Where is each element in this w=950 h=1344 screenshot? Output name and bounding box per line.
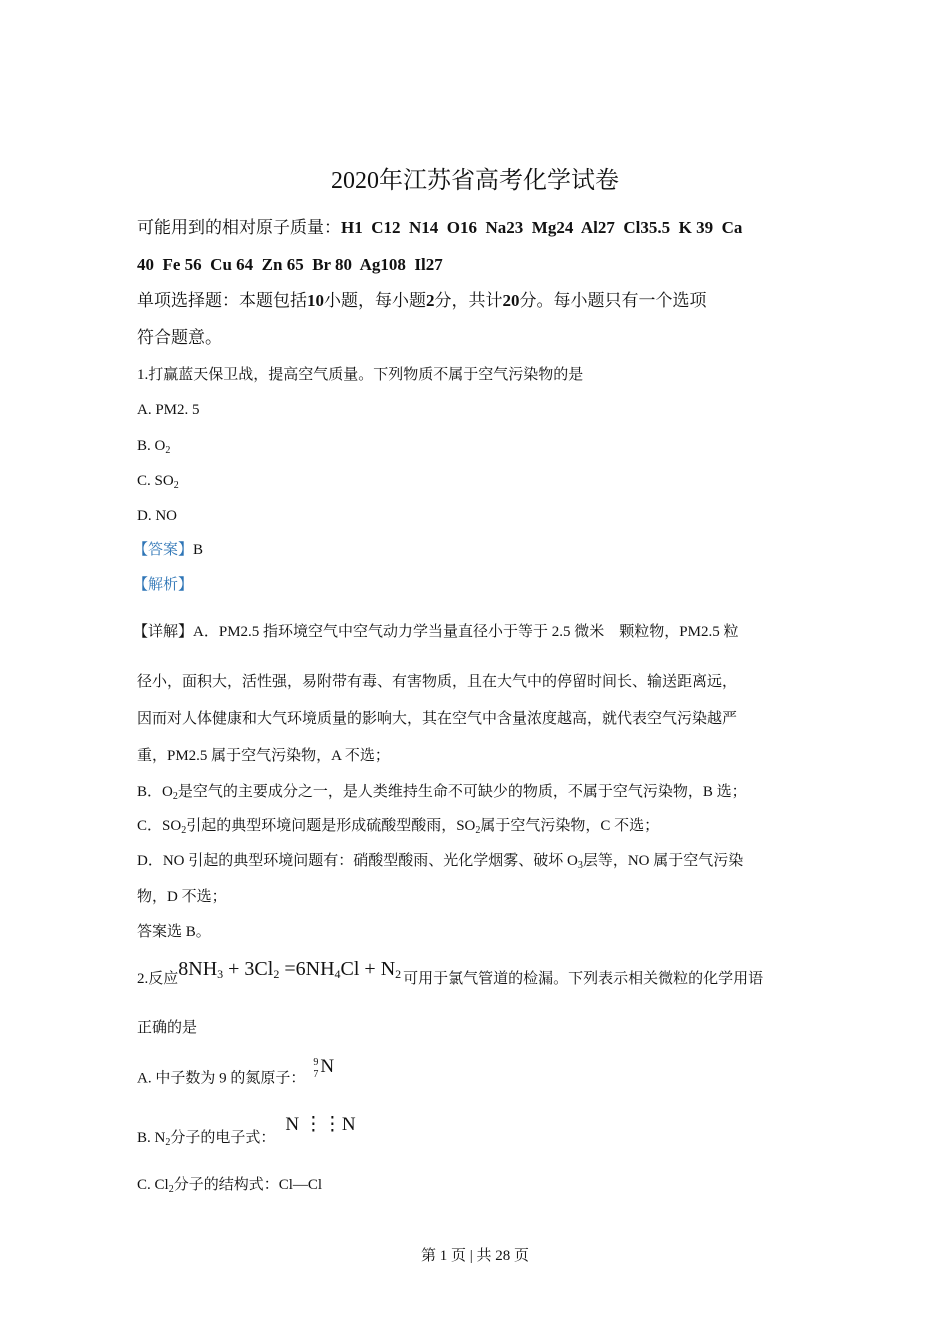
text: 分。每小题只有一个选项 [519, 291, 707, 310]
subscript: 2 [165, 445, 171, 456]
subscript: 2 [172, 791, 178, 802]
text: B. O [137, 438, 166, 454]
q2-stem [137, 958, 764, 990]
answer-label: 【答案】 [133, 542, 194, 558]
q1-conclusion: 答案选 B。 [137, 924, 211, 940]
atomic-number: 7 [313, 1069, 319, 1080]
total: 20 [502, 291, 520, 310]
q2-option-a [137, 1056, 335, 1092]
q1-analysis-label: 【解析】 [133, 577, 194, 593]
q1-detail-c [137, 815, 659, 837]
q1-detail-1 [133, 621, 738, 643]
subscript: 2 [165, 1137, 171, 1148]
eq-sub: 3 [217, 967, 224, 981]
text: C. Cl [137, 1177, 169, 1193]
text: B. N [137, 1130, 166, 1146]
eq-sub: 2 [273, 967, 280, 981]
text: D．NO 引起的典型环境问题有：硝酸型酸雨、光化学烟雾、破坏 O [137, 853, 578, 869]
eq-part: =6NH [279, 958, 335, 980]
text: 小题，每小题 [324, 291, 426, 310]
isotope-notation [311, 1056, 335, 1082]
eq-part: + 3Cl [223, 958, 274, 980]
text: 可用于氯气管道的检漏。下列表示相关微粒的化学用语 [403, 971, 764, 987]
q1-detail-d [137, 850, 743, 872]
atomic-mass-line-1 [137, 217, 742, 239]
q1-option-b [137, 435, 170, 457]
q1-stem: 1.打赢蓝天保卫战，提高空气质量。下列物质不属于空气污染物的是 [137, 367, 584, 383]
atomic-mass-label: 可能用到的相对原子质量： [137, 218, 341, 237]
q2-option-b [137, 1114, 356, 1149]
count: 10 [307, 291, 324, 310]
subscript: 3 [577, 860, 583, 871]
subscript: 2 [475, 825, 481, 836]
subscript: 2 [173, 480, 179, 491]
eq-part: Cl + N [340, 958, 396, 980]
text: 分子的电子式： [170, 1130, 276, 1146]
atomic-mass-values: H1 C12 N14 O16 Na23 Mg24 Al27 Cl35.5 K 39 Ca [341, 218, 743, 237]
q1-detail-2: 径小，面积大，活性强，易附带有毒、有害物质，且在大气中的停留时间长、输送距离远， [137, 674, 738, 690]
answer-value: B [193, 542, 204, 558]
detail-label: 【详解】 [133, 624, 194, 640]
text: 是空气的主要成分之一，是人类维持生命不可缺少的物质，不属于空气污染物，B 选； [177, 784, 747, 800]
text: 层等，NO 属于空气污染 [582, 853, 744, 869]
mass-number: 9 [313, 1057, 319, 1068]
text: 分，共计 [434, 291, 503, 310]
page-title: 2020年江苏省高考化学试卷 [331, 168, 619, 194]
text: 单项选择题：本题包括 [137, 291, 307, 310]
text: B．O [137, 784, 173, 800]
q1-option-a: A. PM2. 5 [137, 402, 200, 418]
eq-sub: 4 [334, 967, 341, 981]
page-footer: 第 1 页 | 共 28 页 [420, 1248, 529, 1264]
q1-option-d: D. NO [137, 508, 177, 524]
text: 引起的典型环境问题是形成硫酸型酸雨，SO [186, 818, 476, 834]
electron-formula: N ⋮⋮N [285, 1114, 356, 1135]
text: 属于空气污染物，C 不选； [480, 818, 660, 834]
points: 2 [426, 291, 435, 310]
section-instructions-2: 符合题意。 [137, 328, 222, 347]
eq-sub: 2 [395, 967, 402, 981]
element-symbol: N [320, 1056, 335, 1077]
reaction-equation [178, 958, 401, 980]
eq-part: 8NH [178, 958, 218, 980]
atomic-mass-line-2: 40 Fe 56 Cu 64 Zn 65 Br 80 Ag108 Il27 [137, 255, 443, 274]
q1-detail-3: 因而对人体健康和大气环境质量的影响大，其在空气中含量浓度越高，就代表空气污染越严 [137, 711, 738, 727]
text: A. 中子数为 9 的氮原子： [137, 1070, 306, 1087]
q2-stem-2: 正确的是 [137, 1020, 198, 1036]
q1-answer [133, 539, 203, 561]
question-number: 2.反应 [137, 971, 179, 987]
subscript: 2 [181, 825, 187, 836]
q1-detail-4: 重，PM2.5 属于空气污染物，A 不选； [137, 748, 390, 764]
q2-option-c [137, 1174, 322, 1196]
q1-option-c [137, 470, 179, 492]
text: A．PM2.5 指环境空气中空气动力学当量直径小于等于 2.5 微米 颗粒物，PM2.5 粒 [193, 624, 739, 640]
subscript: 2 [168, 1184, 174, 1195]
q1-detail-d-2: 物，D 不选； [137, 889, 227, 905]
text: C．SO [137, 818, 182, 834]
text: C. SO [137, 473, 174, 489]
text: 分子的结构式：Cl—Cl [173, 1177, 323, 1193]
section-instructions [137, 290, 707, 312]
q1-detail-b [137, 781, 747, 803]
